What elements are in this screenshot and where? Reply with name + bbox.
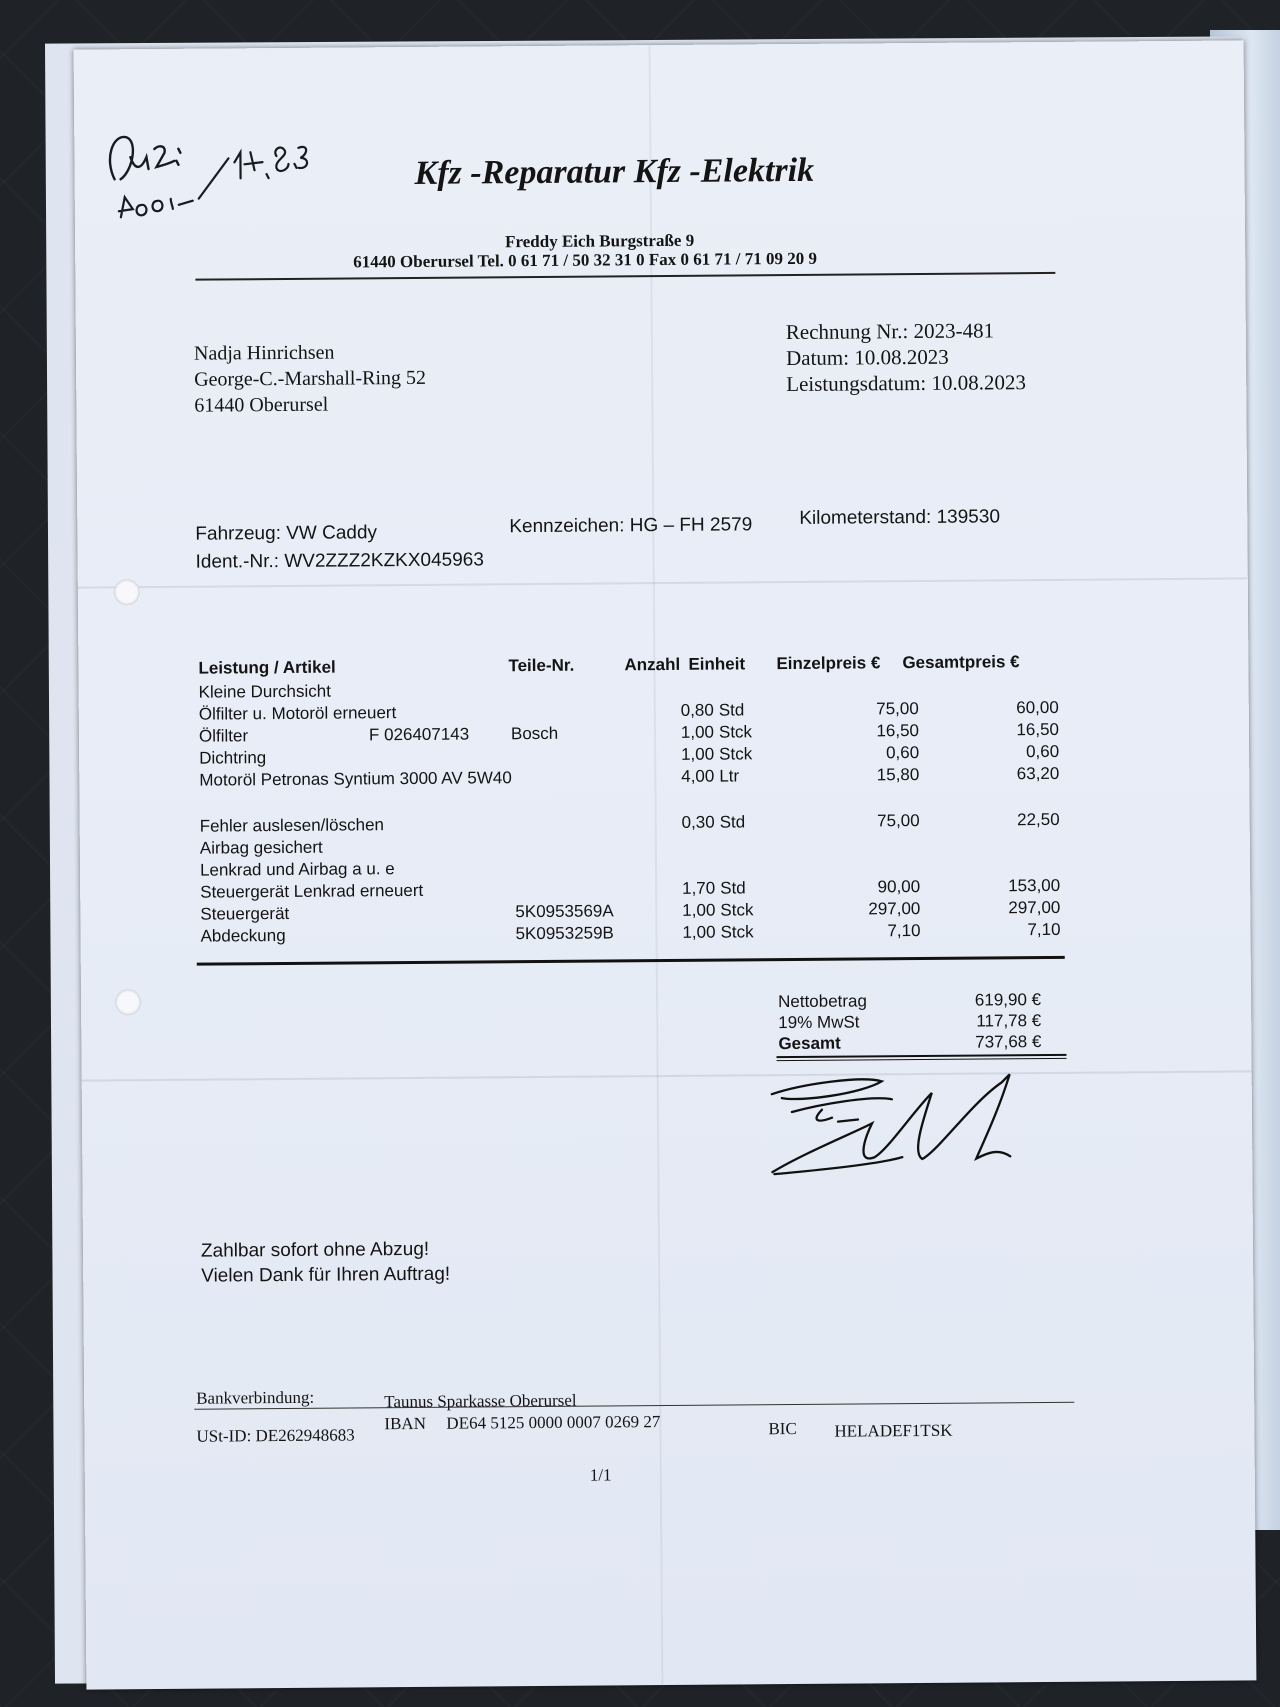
iban-label: IBAN [384,1413,427,1434]
row-unit-price: 16,50 [876,721,920,741]
table-divider [197,956,1065,966]
vehicle-plate: Kennzeichen: HG – FH 2579 [509,514,753,538]
svg-text:Überw. 400,- 14.8.23: Überw. 400,- 14.8.23 [94,109,104,111]
header-divider [195,272,1055,281]
row-total: 153,00 [1008,875,1061,896]
row-unit-price: 297,00 [868,898,921,919]
row-total: 22,50 [1017,809,1060,830]
row-total: 7,10 [1027,919,1061,940]
row-total: 63,20 [1016,763,1060,784]
row-quantity: 1,00 [680,722,715,742]
bic-label: BIC [768,1418,797,1439]
row-unit-price: 90,00 [877,876,921,897]
company-title: Kfz -Reparatur Kfz -Elektrik [414,151,815,192]
col-header-part-no: Teile-Nr. [508,655,575,676]
row-total: 16,50 [1016,719,1060,740]
row-description: Ölfilter u. Motoröl erneuert [198,703,397,724]
bank-name: Taunus Sparkasse Oberursel [384,1390,577,1412]
vat-label: 19% MwSt [778,1012,860,1033]
gross-label: Gesamt [778,1033,841,1054]
row-quantity: 1,00 [682,900,716,920]
vehicle-vin: Ident.-Nr.: WV2ZZZ2KZKX045963 [195,549,484,573]
invoice-service-date: Leistungsdatum: 10.08.2023 [786,370,1027,397]
row-total: 60,00 [1016,697,1059,718]
row-unit: Std [720,878,746,898]
row-description: Fehler auslesen/löschen [199,815,385,836]
net-label: Nettobetrag [778,991,867,1012]
row-description: Abdeckung [200,925,286,946]
row-unit: Ltr [719,766,740,786]
row-description: Lenkrad und Airbag a u. e [199,859,395,880]
row-quantity: 0,80 [680,700,714,720]
bic-value: HELADEF1TSK [834,1420,953,1441]
handwritten-payment-note [94,108,315,230]
row-unit-price: 0,60 [885,743,920,763]
row-unit: Stck [720,900,754,920]
row-unit: Stck [719,744,753,764]
recipient-address [194,339,426,419]
col-header-total-price: Gesamtpreis € [902,652,1020,673]
invoice-number: Rechnung Nr.: 2023-481 [785,318,995,345]
row-part-number: F 026407143 [368,724,470,745]
invoice-meta [786,317,1026,397]
row-description: Motoröl Petronas Syntium 3000 AV 5W40 [199,768,512,790]
row-unit: Std [718,700,745,720]
punch-hole [114,579,140,605]
net-value: 619,90 € [974,990,1042,1010]
paper-fold-line [82,1070,1252,1081]
payment-terms [201,1237,450,1289]
row-unit-price: 75,00 [876,699,919,719]
row-unit-price: 7,10 [887,920,921,941]
bank-label: Bankverbindung: [196,1387,315,1408]
row-unit: Stck [720,922,754,942]
row-unit: Stck [718,722,753,742]
row-unit: Std [719,812,746,832]
vehicle-model: Fahrzeug: VW Caddy [195,522,378,545]
iban-value: DE64 5125 0000 0007 0269 27 [446,1412,661,1433]
recipient-name: Nadja Hinrichsen [193,341,335,365]
row-unit-price: 75,00 [877,810,920,831]
row-description: Kleine Durchsicht [198,681,331,702]
row-description: Airbag gesichert [199,837,323,858]
company-contact: 61440 Oberursel Tel. 0 61 71 / 50 32 31 0 Fax 0 61 71 / 71 09 20 9 [353,248,818,272]
row-quantity: 1,00 [682,922,716,942]
handwritten-signature [761,1052,1052,1184]
row-unit-price: 15,80 [876,765,920,785]
row-brand: Bosch [510,723,559,744]
vat-value: 117,78 € [976,1011,1042,1031]
vat-id: USt-ID: DE262948683 [196,1425,355,1446]
punch-hole [115,989,141,1015]
row-description: Steuergerät Lenkrad erneuert [200,880,424,902]
row-part-number: 5K0953569A [515,901,614,922]
paper-fold-line [78,577,1248,588]
row-total: 297,00 [1008,897,1061,918]
row-part-number: 5K0953259B [515,923,614,944]
payment-note: Zahlbar sofort ohne Abzug! [200,1238,430,1262]
col-header-quantity: Anzahl [624,654,681,675]
row-quantity: 1,70 [682,878,716,898]
footer-divider [194,1402,1074,1410]
row-quantity: 1,00 [680,744,715,764]
col-header-item: Leistung / Artikel [198,657,336,678]
row-quantity: 4,00 [681,766,715,786]
company-address: Freddy Eich Burgstraße 9 [505,230,695,252]
recipient-street: George-C.-Marshall-Ring 52 [194,366,427,391]
col-header-unit-price: Einzelpreis € [776,653,881,674]
vehicle-mileage: Kilometerstand: 139530 [799,506,1001,529]
row-description: Steuergerät [200,903,290,924]
row-total: 0,60 [1025,741,1060,762]
invoice-date: Datum: 10.08.2023 [785,344,949,371]
page-number: 1/1 [589,1465,612,1485]
row-description: Dichtring [199,748,267,768]
col-header-unit: Einheit [688,654,746,674]
gross-value: 737,68 € [975,1032,1042,1052]
recipient-city: 61440 Oberursel [194,393,329,417]
row-description: Ölfilter [198,726,249,746]
invoice-sheet [74,40,1257,1689]
thanks-note: Vielen Dank für Ihren Auftrag! [201,1263,451,1287]
row-quantity: 0,30 [681,812,715,832]
